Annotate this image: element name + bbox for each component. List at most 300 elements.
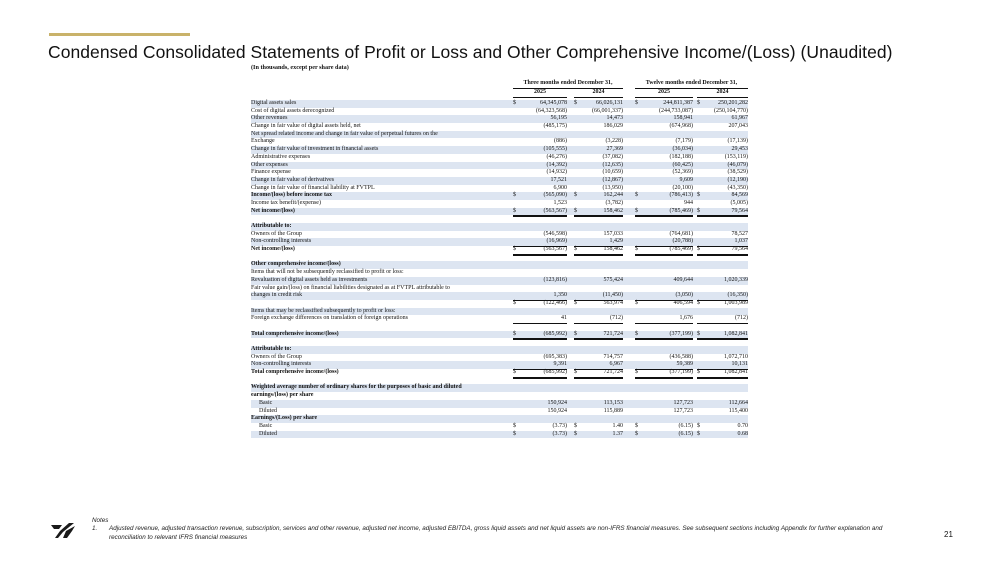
row-label: Weighted average number of ordinary shares for the purposes of basic and diluted	[251, 384, 462, 391]
cell-value: (485,175)	[543, 123, 567, 130]
value-cell	[635, 346, 693, 354]
cell-value: (565,090)	[543, 192, 567, 199]
cell-value: (66,001,337)	[592, 107, 623, 114]
cell-value: 79,564	[731, 246, 748, 253]
value-cell	[697, 354, 748, 362]
table-row	[251, 369, 748, 377]
value-cell	[697, 277, 748, 285]
cell-value: (20,100)	[672, 184, 693, 191]
value-cell	[635, 423, 693, 431]
value-cell	[635, 108, 693, 116]
value-cell	[697, 400, 748, 408]
row-label: Diluted	[259, 407, 277, 414]
value-cell	[574, 408, 623, 416]
cell-value: 1,429	[609, 238, 623, 245]
value-cell	[635, 138, 693, 146]
table-row	[251, 408, 748, 416]
value-cell	[513, 400, 567, 408]
cell-value: 162,244	[603, 192, 623, 199]
value-cell	[574, 108, 623, 116]
value-cell	[574, 138, 623, 146]
cell-value: 575,424	[603, 276, 623, 283]
value-cell	[697, 261, 748, 269]
cell-value: (14,932)	[546, 169, 567, 176]
value-cell	[697, 315, 748, 324]
cell-value: (712)	[610, 315, 623, 322]
year-header: 2024	[574, 89, 623, 98]
cell-value: (16,350)	[727, 292, 748, 299]
value-cell	[697, 146, 748, 154]
table-row	[251, 169, 748, 177]
currency-symbol: $	[697, 192, 700, 199]
currency-symbol: $	[635, 330, 638, 337]
value-cell	[697, 208, 748, 218]
currency-symbol: $	[635, 100, 638, 106]
row-label: Foreign exchange differences on translation of foreign operations	[251, 315, 409, 322]
value-cell	[513, 246, 567, 256]
cell-value: (122,466)	[543, 299, 567, 306]
value-cell	[574, 192, 623, 200]
row-label: Earnings/(Loss) per share	[251, 415, 318, 422]
cell-value: (785,469)	[669, 246, 693, 253]
cell-value: 27,369	[606, 146, 623, 153]
cell-value: (563,567)	[543, 207, 567, 214]
currency-symbol: $	[574, 100, 577, 106]
cell-value: 0.70	[737, 422, 748, 429]
year-header: 2025	[513, 89, 567, 98]
row-label: Items that will not be subsequently reclassified to profit or loss:	[251, 269, 404, 276]
cell-value: (7,179)	[675, 138, 693, 145]
cell-value: (105,555)	[543, 146, 567, 153]
cell-value: 207,043	[728, 123, 748, 130]
value-cell	[635, 384, 693, 392]
cell-value: 1.37	[612, 430, 623, 437]
value-cell	[635, 400, 693, 408]
value-cell	[513, 223, 567, 231]
table-row	[251, 238, 748, 246]
cell-value: 127,723	[673, 407, 693, 414]
period-header-twelve-months: Twelve months ended December 31,	[635, 80, 748, 89]
value-cell	[513, 169, 567, 177]
cell-value: (436,588)	[669, 353, 693, 360]
value-cell	[574, 231, 623, 239]
row-label: Other expenses	[251, 161, 288, 168]
currency-symbol: $	[513, 330, 516, 337]
cell-value: 84,569	[731, 192, 748, 199]
cell-value: (685,992)	[543, 330, 567, 337]
currency-symbol: $	[635, 246, 638, 253]
row-label: Change in fair value of digital assets held, net	[251, 123, 361, 130]
currency-symbol: $	[574, 330, 577, 337]
row-label: changes in credit risk	[251, 292, 303, 299]
cell-value: 1,020,339	[724, 276, 748, 283]
currency-symbol: $	[635, 207, 638, 214]
row-label: Basic	[259, 399, 273, 406]
cell-value: 41	[561, 315, 567, 322]
cell-value: (3.73)	[552, 430, 567, 437]
cell-value: (52,369)	[672, 169, 693, 176]
row-label: Net spread related income and change in fair value of perpetual futures on the	[251, 130, 438, 137]
value-cell	[574, 154, 623, 162]
value-cell	[697, 192, 748, 200]
row-label: Items that may be reclassified subsequently to profit or loss:	[251, 307, 396, 314]
value-cell	[697, 246, 748, 256]
cell-value: 158,462	[603, 246, 623, 253]
value-cell	[513, 331, 567, 341]
cell-value: 1,072,710	[724, 353, 748, 360]
cell-value: (3,050)	[675, 292, 693, 299]
table-row	[251, 277, 748, 285]
table-body	[251, 100, 748, 438]
cell-value: 1,082,841	[724, 330, 748, 337]
cell-value: 1,676	[679, 315, 693, 322]
currency-symbol: $	[513, 299, 516, 306]
currency-symbol: $	[513, 422, 516, 429]
value-cell	[635, 269, 693, 277]
company-logo-icon	[50, 522, 76, 538]
value-cell	[574, 277, 623, 285]
value-cell	[513, 415, 567, 423]
value-cell	[513, 115, 567, 123]
currency-symbol: $	[635, 430, 638, 437]
currency-symbol: $	[513, 246, 516, 253]
value-cell	[635, 331, 693, 341]
cell-value: 14,473	[606, 115, 623, 122]
value-cell	[513, 192, 567, 200]
value-cell	[574, 392, 623, 400]
cell-value: (36,034)	[672, 146, 693, 153]
table-subtitle: (In thousands, except per share data)	[251, 64, 349, 71]
cell-value: 1,350	[553, 292, 567, 299]
value-cell	[697, 177, 748, 185]
currency-symbol: $	[574, 192, 577, 199]
value-cell	[697, 300, 748, 308]
note-number: 1.	[92, 525, 98, 532]
row-label: Administrative expenses	[251, 153, 311, 160]
cell-value: (563,567)	[543, 246, 567, 253]
cell-value: (17,139)	[727, 138, 748, 145]
table-row	[251, 146, 748, 154]
value-cell	[513, 100, 567, 108]
value-cell	[574, 423, 623, 431]
value-cell	[635, 315, 693, 324]
table-row	[251, 315, 748, 323]
table-row	[251, 384, 748, 392]
row-label: Revaluation of digital assets held as investments	[251, 276, 368, 283]
currency-symbol: $	[574, 430, 577, 437]
value-cell	[574, 115, 623, 123]
cell-value: (785,469)	[669, 207, 693, 214]
cell-value: 150,924	[547, 399, 567, 406]
value-cell	[513, 384, 567, 392]
value-cell	[574, 169, 623, 177]
currency-symbol: $	[697, 299, 700, 306]
cell-value: 1,523	[553, 199, 567, 206]
cell-value: (153,119)	[724, 153, 748, 160]
value-cell	[635, 123, 693, 131]
cell-value: 186,029	[603, 123, 623, 130]
value-cell	[574, 354, 623, 362]
table-row	[251, 131, 748, 139]
table-row	[251, 431, 748, 439]
value-cell	[513, 423, 567, 431]
value-cell	[697, 392, 748, 400]
table-row	[251, 123, 748, 131]
value-cell	[635, 177, 693, 185]
cell-value: (16,969)	[546, 238, 567, 245]
cell-value: 9,609	[679, 176, 693, 183]
cell-value: 64,345,078	[540, 100, 567, 106]
value-cell	[697, 100, 748, 108]
currency-symbol: $	[697, 246, 700, 253]
row-label: Attributable to:	[251, 223, 292, 229]
cell-value: (6.15)	[678, 430, 693, 437]
row-label: Change in fair value of derivatives	[251, 176, 335, 183]
cell-value: (3.73)	[552, 422, 567, 429]
cell-value: (250,104,770)	[714, 107, 748, 114]
value-cell	[574, 123, 623, 131]
row-label: Net income/(loss)	[251, 207, 295, 214]
value-cell	[574, 369, 623, 379]
row-label: Cost of digital assets derecognized	[251, 107, 335, 114]
cell-value: 563,974	[603, 299, 623, 306]
value-cell	[513, 108, 567, 116]
row-label: Exchange	[251, 138, 275, 145]
cell-value: (37,082)	[602, 153, 623, 160]
cell-value: (786,413)	[669, 192, 693, 199]
value-cell	[697, 369, 748, 379]
value-cell	[574, 400, 623, 408]
cell-value: 10,131	[731, 361, 748, 368]
row-label: Change in fair value of financial liability at FVTPL	[251, 184, 375, 191]
value-cell	[513, 208, 567, 218]
currency-symbol: $	[697, 207, 700, 214]
cell-value: (20,788)	[672, 238, 693, 245]
row-label: Income/(loss) before income tax	[251, 192, 333, 199]
value-cell	[513, 315, 567, 324]
currency-symbol: $	[574, 246, 577, 253]
value-cell	[635, 223, 693, 231]
cell-value: (886)	[554, 138, 567, 145]
value-cell	[697, 431, 748, 439]
cell-value: (3,782)	[605, 199, 623, 206]
note-text: Adjusted revenue, adjusted transaction revenue, subscription, services and other revenue, adjusted net income, adjusted EBITDA, gross liquid assets and net liquid assets are non-IFRS financial measures. See subsequent sections including Appendix for further explanation and reconciliation to relevant IFRS financial measures	[109, 525, 883, 541]
cell-value: (182,188)	[669, 153, 693, 160]
value-cell	[574, 431, 623, 439]
cell-value: (123,816)	[543, 276, 567, 283]
table-row	[251, 192, 748, 200]
row-label: earnings/(loss) per share	[251, 392, 314, 399]
cell-value: (10,659)	[602, 169, 623, 176]
value-cell	[513, 392, 567, 400]
row-label: Owners of the Group	[251, 230, 302, 237]
value-cell	[574, 261, 623, 269]
cell-value: 158,462	[603, 207, 623, 214]
table-row	[251, 300, 748, 308]
table-row	[251, 246, 748, 254]
table-row	[251, 331, 748, 339]
cell-value: (546,598)	[543, 230, 567, 237]
currency-symbol: $	[513, 369, 516, 376]
cell-value: (14,392)	[546, 161, 567, 168]
currency-symbol: $	[635, 299, 638, 306]
value-cell	[635, 369, 693, 379]
notes-heading: Notes	[92, 517, 109, 524]
table-row	[251, 423, 748, 431]
table-row	[251, 269, 748, 277]
row-label: Total comprehensive income/(loss)	[251, 369, 339, 376]
cell-value: (64,323,568)	[536, 107, 567, 114]
cell-value: 714,757	[603, 353, 623, 360]
table-row	[251, 138, 748, 146]
cell-value: 78,527	[731, 230, 748, 237]
value-cell	[513, 346, 567, 354]
value-cell	[635, 431, 693, 439]
row-label: Non-controlling interests	[251, 238, 312, 245]
currency-symbol: $	[697, 430, 700, 437]
table-row	[251, 361, 748, 369]
value-cell	[697, 123, 748, 131]
value-cell	[697, 423, 748, 431]
table-row	[251, 400, 748, 408]
cell-value: (685,992)	[543, 369, 567, 376]
row-label: Non-controlling interests	[251, 361, 312, 368]
currency-symbol: $	[574, 369, 577, 376]
value-cell	[697, 415, 748, 423]
cell-value: 409,644	[673, 276, 693, 283]
value-cell	[697, 108, 748, 116]
value-cell	[635, 354, 693, 362]
cell-value: (712)	[735, 315, 748, 322]
currency-symbol: $	[697, 330, 700, 337]
value-cell	[574, 315, 623, 324]
table-row	[251, 100, 748, 108]
value-cell	[635, 169, 693, 177]
value-cell	[635, 277, 693, 285]
currency-symbol: $	[513, 430, 516, 437]
value-cell	[574, 208, 623, 218]
row-label: Fair value gain/(loss) on financial liabilities designated as at FVTPL attributable to	[251, 284, 450, 291]
cell-value: 150,924	[547, 407, 567, 414]
value-cell	[635, 100, 693, 108]
cell-value: 9,391	[553, 361, 567, 368]
cell-value: (12,867)	[602, 176, 623, 183]
table-row	[251, 285, 748, 293]
row-label: Net income/(loss)	[251, 246, 295, 253]
table-row	[251, 154, 748, 162]
page-title: Condensed Consolidated Statements of Profit or Loss and Other Comprehensive Income/(Loss) (Unaudited)	[48, 42, 893, 62]
table-row	[251, 200, 748, 208]
cell-value: 115,889	[603, 407, 623, 414]
cell-value: (377,199)	[669, 369, 693, 376]
value-cell	[513, 277, 567, 285]
cell-value: (6.15)	[678, 422, 693, 429]
value-cell	[513, 369, 567, 379]
value-cell	[513, 154, 567, 162]
period-header-row	[251, 80, 748, 89]
table-row	[251, 292, 748, 300]
financial-statement-table	[251, 80, 748, 438]
row-label: Other revenues	[251, 115, 288, 122]
value-cell	[513, 261, 567, 269]
row-label: Income tax benefit/(expense)	[251, 199, 321, 206]
value-cell	[574, 415, 623, 423]
currency-symbol: $	[513, 192, 516, 199]
currency-symbol: $	[635, 422, 638, 429]
row-label: Owners of the Group	[251, 353, 302, 360]
cell-value: 29,453	[731, 146, 748, 153]
row-label: Digital assets sales	[251, 100, 297, 106]
cell-value: 0.68	[737, 430, 748, 437]
cell-value: 112,664	[728, 399, 748, 406]
value-cell	[513, 354, 567, 362]
cell-value: 158,941	[673, 115, 693, 122]
currency-symbol: $	[697, 100, 700, 106]
cell-value: 6,967	[609, 361, 623, 368]
value-cell	[513, 138, 567, 146]
cell-value: (5,005)	[730, 199, 748, 206]
value-cell	[513, 177, 567, 185]
value-cell	[513, 285, 567, 293]
value-cell	[635, 415, 693, 423]
row-label: Other comprehensive income/(loss)	[251, 261, 341, 268]
currency-symbol: $	[635, 192, 638, 199]
cell-value: 244,811,387	[663, 100, 693, 106]
value-cell	[635, 208, 693, 218]
value-cell	[635, 192, 693, 200]
row-label: Diluted	[259, 430, 277, 437]
cell-value: (764,681)	[669, 230, 693, 237]
table-row	[251, 354, 748, 362]
year-header-row	[251, 89, 748, 97]
value-cell	[697, 169, 748, 177]
value-cell	[574, 146, 623, 154]
cell-value: (46,276)	[546, 153, 567, 160]
cell-value: (43,350)	[727, 184, 748, 191]
cell-value: 406,594	[673, 299, 693, 306]
value-cell	[697, 138, 748, 146]
cell-value: 127,723	[673, 399, 693, 406]
value-cell	[513, 123, 567, 131]
value-cell	[635, 154, 693, 162]
currency-symbol: $	[574, 207, 577, 214]
value-cell	[574, 100, 623, 108]
value-cell	[513, 269, 567, 277]
cell-value: (12,190)	[727, 176, 748, 183]
value-cell	[697, 269, 748, 277]
cell-value: (377,199)	[669, 330, 693, 337]
value-cell	[513, 431, 567, 439]
value-cell	[513, 146, 567, 154]
currency-symbol: $	[697, 422, 700, 429]
cell-value: (244,733,087)	[659, 107, 693, 114]
currency-symbol: $	[513, 207, 516, 214]
cell-value: 1,003,989	[724, 299, 748, 306]
table-row	[251, 392, 748, 400]
table-row	[251, 177, 748, 185]
cell-value: 66,026,131	[596, 100, 623, 106]
currency-symbol: $	[574, 299, 577, 306]
cell-value: 250,201,282	[718, 100, 748, 106]
cell-value: 59,389	[676, 361, 693, 368]
value-cell	[574, 223, 623, 231]
cell-value: (13,950)	[602, 184, 623, 191]
row-label: Basic	[259, 422, 273, 429]
row-label: Change in fair value of investment in financial assets	[251, 146, 379, 153]
value-cell	[697, 384, 748, 392]
value-cell	[697, 154, 748, 162]
cell-value: (38,529)	[727, 169, 748, 176]
